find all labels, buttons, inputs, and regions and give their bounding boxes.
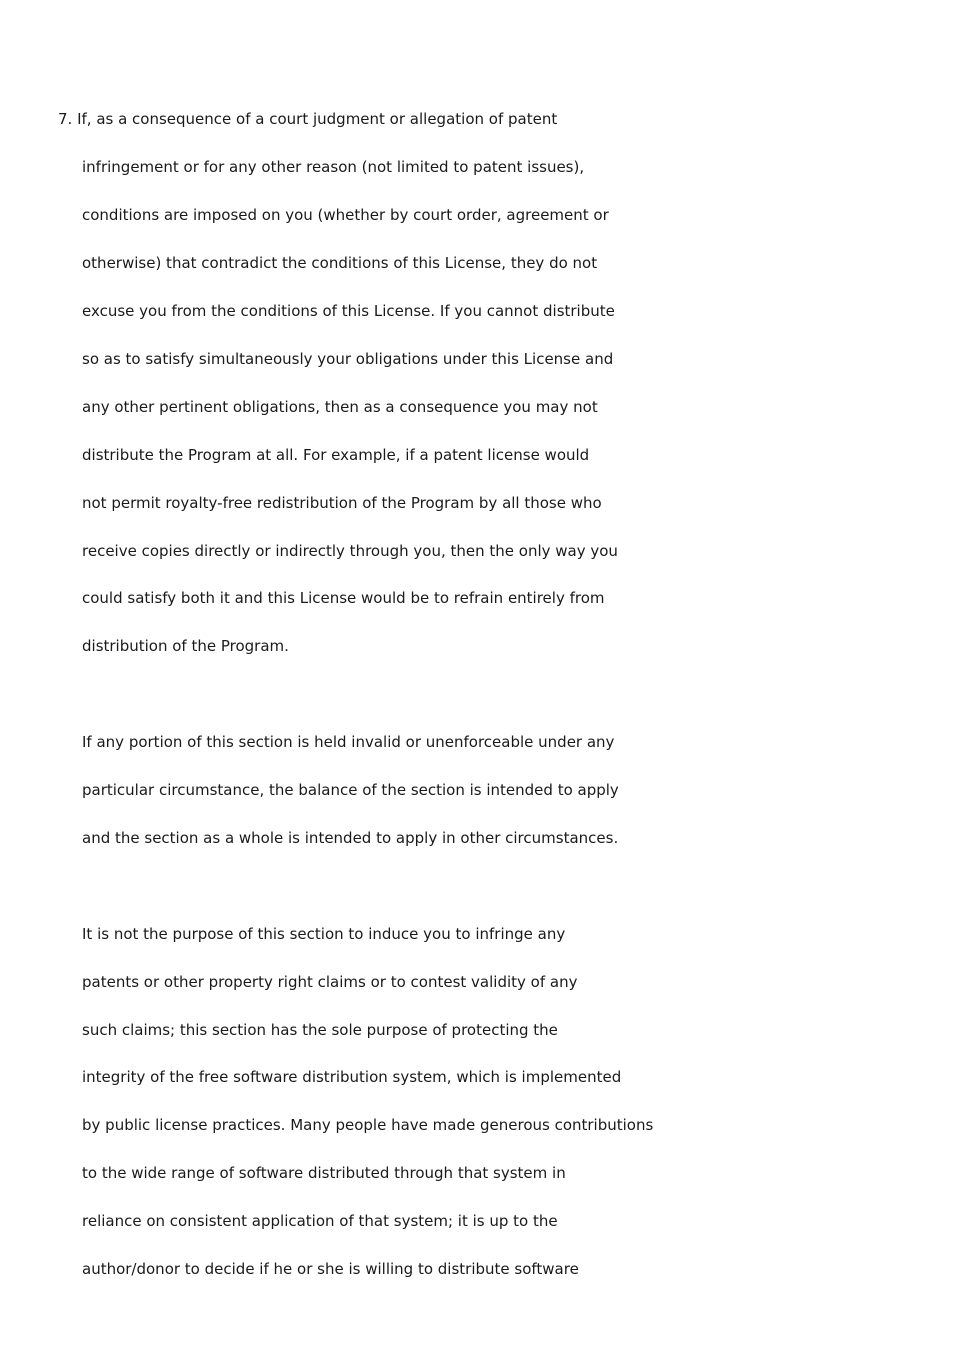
text-line: 7. If, as a consequence of a court judgment or allegation of patent [58, 110, 558, 128]
text-line: infringement or for any other reason (not limited to patent issues), [82, 158, 585, 176]
text-line: any other pertinent obligations, then as a consequence you may not [82, 398, 598, 416]
text-line: receive copies directly or indirectly through you, then the only way you [82, 542, 618, 560]
text-line: excuse you from the conditions of this License. If you cannot distribute [82, 302, 615, 320]
text-line: particular circumstance, the balance of the section is intended to apply [82, 781, 619, 799]
text-line: not permit royalty-free redistribution of the Program by all those who [82, 494, 602, 512]
text-line: author/donor to decide if he or she is willing to distribute software [82, 1260, 579, 1278]
text-line: distribution of the Program. [82, 637, 289, 655]
text-line: could satisfy both it and this License would be to refrain entirely from [82, 589, 605, 607]
text-line: If any portion of this section is held invalid or unenforceable under any [82, 733, 615, 751]
text-line: and the section as a whole is intended to apply in other circumstances. [82, 829, 619, 847]
text-line: integrity of the free software distribution system, which is implemented [82, 1068, 622, 1086]
text-line: by public license practices. Many people have made generous contributions [82, 1116, 654, 1134]
text-line: such claims; this section has the sole purpose of protecting the [82, 1021, 558, 1039]
text-line: patents or other property right claims or to contest validity of any [82, 973, 578, 991]
text-line: so as to satisfy simultaneously your obligations under this License and [82, 350, 614, 368]
text-line: to the wide range of software distributed through that system in [82, 1164, 566, 1182]
text-line: conditions are imposed on you (whether by court order, agreement or [82, 206, 609, 224]
text-line: distribute the Program at all. For example, if a patent license would [82, 446, 590, 464]
text-line: otherwise) that contradict the conditions of this License, they do not [82, 254, 598, 272]
text-line: It is not the purpose of this section to induce you to infringe any [82, 925, 566, 943]
text-line: reliance on consistent application of that system; it is up to the [82, 1212, 558, 1230]
